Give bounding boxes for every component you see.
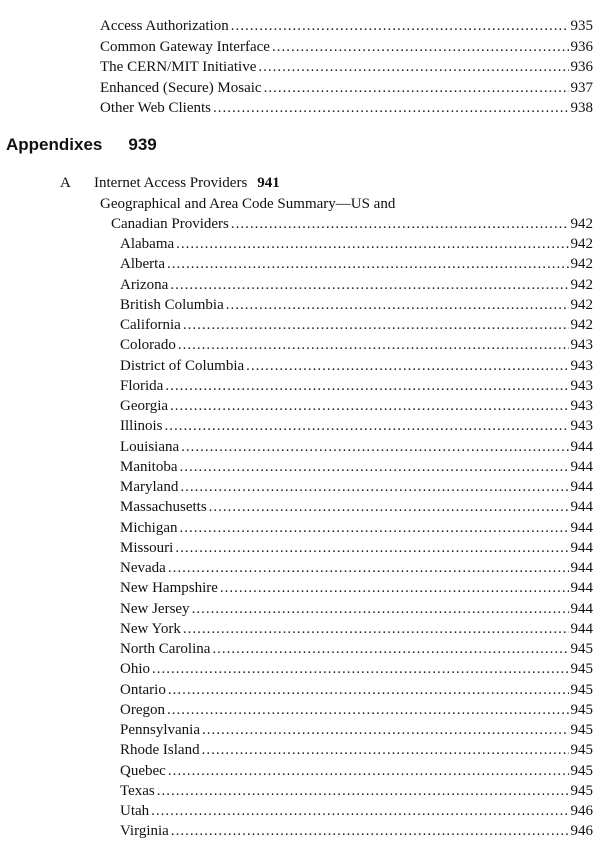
region-entry (120, 821, 593, 841)
toc-entry (100, 57, 593, 77)
dot-leader (272, 37, 569, 57)
dot-leader (151, 801, 568, 821)
region-entry (120, 578, 593, 598)
toc-entry-label: Common Gateway Interface (100, 39, 270, 55)
region-entry (120, 781, 593, 801)
toc-entry-label: Access Authorization (100, 18, 229, 34)
dot-leader (202, 740, 569, 760)
region-label: Ontario (120, 681, 166, 698)
dot-leader (170, 275, 568, 295)
region-label: Georgia (120, 398, 169, 414)
region-page: 942 (570, 276, 593, 293)
region-entry (120, 801, 593, 821)
region-page: 944 (570, 519, 593, 536)
region-entry (120, 437, 593, 457)
region-entry (120, 599, 593, 619)
chapter-page: 941 (257, 175, 280, 191)
region-entry (120, 234, 593, 254)
region-page: 944 (570, 479, 593, 495)
toc-entry-label: Enhanced (Secure) Mosaic (100, 80, 262, 96)
dot-leader (170, 396, 568, 416)
region-page: 942 (570, 317, 593, 333)
region-label: Maryland (120, 479, 179, 495)
region-entry (120, 457, 593, 477)
region-label: Alabama (120, 236, 175, 252)
region-page: 945 (570, 641, 593, 657)
dot-leader (171, 821, 569, 841)
region-entry (120, 740, 593, 760)
region-entry (120, 416, 593, 436)
region-label: New Hampshire (120, 580, 218, 597)
toc-entry (100, 37, 593, 57)
region-entry (120, 254, 593, 274)
toc-entry-page: 936 (570, 59, 593, 75)
region-entry (120, 295, 593, 315)
region-label: Florida (120, 377, 164, 394)
dot-leader (168, 680, 569, 700)
dot-leader (168, 558, 569, 578)
dot-leader (180, 477, 568, 497)
region-label: Virginia (120, 823, 169, 840)
dot-leader (246, 356, 568, 376)
region-entry (120, 376, 593, 396)
region-page: 945 (570, 701, 593, 718)
toc-entry-label: Canadian Providers (111, 216, 229, 232)
dot-leader (168, 761, 569, 781)
dot-leader (231, 16, 569, 36)
dot-leader (180, 457, 569, 477)
section-heading-appendixes (6, 134, 157, 156)
region-page: 945 (570, 782, 593, 799)
dot-leader (167, 254, 569, 274)
region-entry (120, 497, 593, 517)
region-entry (120, 396, 593, 416)
dot-leader (258, 57, 568, 77)
region-page: 946 (570, 823, 593, 840)
region-label: Massachusetts (120, 499, 207, 516)
region-label: Louisiana (120, 438, 180, 455)
dot-leader (213, 98, 569, 118)
region-page: 946 (570, 803, 593, 819)
section-heading-title: Appendixes (6, 135, 103, 154)
chapter-heading (60, 173, 280, 193)
region-label: New Jersey (120, 600, 190, 617)
region-page: 945 (570, 742, 593, 759)
region-page: 945 (570, 722, 593, 738)
region-entry (120, 558, 593, 578)
region-label: Illinois (120, 418, 163, 435)
region-label: Manitoba (120, 458, 178, 475)
toc-entry (100, 78, 593, 98)
toc-entry (100, 98, 593, 118)
dot-leader (165, 416, 569, 436)
dot-leader (157, 781, 569, 801)
region-label: California (120, 317, 181, 333)
toc-entry-page: 936 (570, 39, 593, 55)
region-label: Missouri (120, 539, 174, 556)
dot-leader (209, 497, 569, 517)
region-label: Texas (120, 782, 155, 799)
toc-entry (100, 16, 593, 36)
region-page: 942 (570, 256, 593, 273)
chapter-title: Internet Access Providers (94, 175, 248, 191)
region-page: 944 (570, 499, 593, 516)
dot-leader (180, 518, 569, 538)
toc-entry-page: 942 (570, 216, 593, 232)
region-entry (120, 700, 593, 720)
region-page: 945 (570, 661, 593, 678)
region-label: Quebec (120, 762, 166, 779)
region-entry (120, 619, 593, 639)
dot-leader (167, 700, 569, 720)
toc-entry-label: The CERN/MIT Initiative (100, 59, 257, 75)
dot-leader (220, 578, 569, 598)
region-page: 942 (570, 236, 593, 252)
toc-entry-page: 937 (570, 80, 593, 96)
region-label: Alberta (120, 256, 165, 273)
region-entry (120, 761, 593, 781)
region-entry (120, 275, 593, 295)
region-page: 943 (570, 418, 593, 435)
dot-leader (231, 214, 569, 234)
summary-line-1: Geographical and Area Code Summary—US and (100, 196, 396, 212)
region-label: Ohio (120, 661, 150, 678)
region-label: Pennsylvania (120, 722, 200, 738)
region-entry (120, 720, 593, 740)
region-page: 943 (570, 377, 593, 394)
region-label: Utah (120, 803, 150, 819)
region-page: 943 (570, 357, 593, 374)
dot-leader (183, 315, 569, 335)
chapter-letter: A (60, 175, 71, 191)
dot-leader (181, 437, 568, 457)
region-entry (120, 659, 593, 679)
region-entry (120, 335, 593, 355)
region-label: Colorado (120, 337, 176, 354)
dot-leader (212, 639, 568, 659)
dot-leader (178, 335, 569, 355)
region-label: Oregon (120, 701, 165, 718)
region-entry (120, 315, 593, 335)
region-entry (120, 680, 593, 700)
region-page: 945 (570, 762, 593, 779)
dot-leader (264, 78, 569, 98)
region-label: District of Columbia (120, 357, 245, 374)
region-page: 943 (570, 337, 593, 354)
region-page: 944 (570, 539, 593, 556)
region-entry (120, 518, 593, 538)
toc-entry-page: 938 (570, 100, 593, 116)
region-page: 944 (570, 458, 593, 475)
region-label: Arizona (120, 276, 169, 293)
dot-leader (152, 659, 569, 679)
region-page: 944 (570, 560, 593, 576)
region-page: 944 (570, 580, 593, 597)
region-label: Rhode Island (120, 742, 200, 759)
dot-leader (202, 720, 569, 740)
section-heading-page: 939 (128, 135, 157, 154)
dot-leader (176, 234, 568, 254)
region-entry (120, 356, 593, 376)
region-label: Michigan (120, 519, 178, 536)
region-page: 945 (570, 681, 593, 698)
region-label: New York (120, 620, 181, 637)
dot-leader (226, 295, 569, 315)
region-label: Nevada (120, 560, 166, 576)
region-label: North Carolina (120, 641, 211, 657)
region-entry (120, 477, 593, 497)
region-entry (120, 538, 593, 558)
dot-leader (192, 599, 569, 619)
region-entry (120, 639, 593, 659)
region-page: 944 (570, 438, 593, 455)
dot-leader (183, 619, 569, 639)
region-page: 944 (570, 620, 593, 637)
toc-entry-page: 935 (570, 18, 593, 34)
dot-leader (165, 376, 568, 396)
toc-entry-label: Other Web Clients (100, 100, 211, 116)
region-page: 944 (570, 600, 593, 617)
toc-entry-summary (111, 214, 593, 234)
region-page: 943 (570, 398, 593, 414)
dot-leader (175, 538, 568, 558)
region-page: 942 (570, 296, 593, 313)
region-label: British Columbia (120, 296, 224, 313)
